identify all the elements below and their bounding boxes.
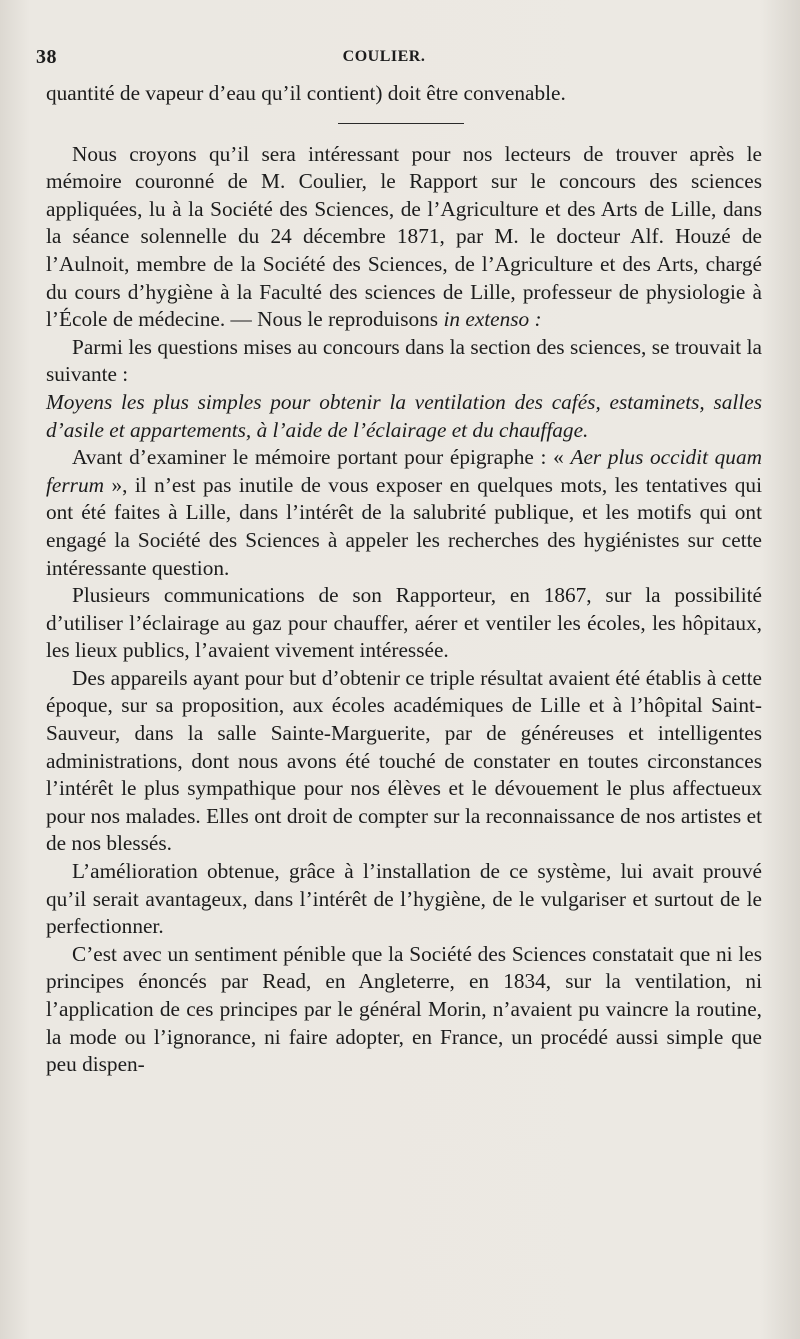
page-number: 38	[36, 46, 57, 68]
paragraph-intro-italic: in extenso :	[443, 307, 542, 332]
paragraph-society: C’est avec un sentiment pénible que la Société des Sciences constatait que ni les principes énoncés par Read, en Angleterre, en 1834, sur la ventilation, ni l’application de ces principes par le général Morin, n’avaient pu vaincre la routine, la mode ou l’ignorance, ni faire adopter, en France, un procédé aussi simple que peu dispen-	[46, 941, 762, 1077]
section-divider	[338, 123, 464, 124]
paragraph-communications: Plusieurs communications de son Rapporteur, en 1867, sur la possibilité d’utiliser l’éclairage au gaz pour chauffer, aérer et ventiler les écoles, les hôpitaux, les lieux publics, l’avaient vivement intéressée.	[46, 583, 762, 663]
epigraph-lead: Avant d’examiner le mémoire portant pour épigraphe : «	[72, 445, 564, 470]
paragraph-continuation: quantité de vapeur d’eau qu’il contient) doit être convenable.	[46, 81, 566, 105]
body-text	[46, 80, 762, 1079]
paragraph-epigraph	[46, 444, 762, 582]
epigraph-italic: Aer plus occidit quam ferrum	[46, 445, 762, 497]
paragraph-apparatus: Des appareils ayant pour but d’obtenir ce triple résultat avaient été établis à cette époque, sur sa proposition, aux écoles académiques de Lille et à l’hôpital Saint-Sauveur, dans la salle Sainte-Marguerite, par de généreuses et intelligentes administrations, dont nous avons été touché de constater en toutes circonstances l’intérêt le plus sympathique pour nos élèves et le dévouement le plus affectueux pour nos malades. Elles ont droit de compter sur la reconnaissance de nos artistes et de nos blessés.	[46, 665, 762, 856]
running-title: COULIER.	[342, 48, 426, 65]
paragraph-improvement: L’amélioration obtenue, grâce à l’installation de ce système, lui avait prouvé qu’il serait avantageux, dans l’intérêt de l’hygiène, de le vulgariser et surtout de le perfectionner.	[46, 859, 762, 939]
paragraph-question: Parmi les questions mises au concours dans la section des sciences, se trouvait la suivante :	[46, 334, 762, 387]
epigraph-rest: », il n’est pas inutile de vous exposer en quelques mots, les tentatives qui ont été faites à Lille, dans l’intérêt de la salubrité publique, et les motifs qui ont engagé la Société des Sciences à appeler les recherches des hygiénistes sur cette intéressante question.	[46, 472, 762, 580]
paragraph-intro-text: Nous croyons qu’il sera intéressant pour nos lecteurs de trouver après le mémoire couronné de M. Coulier, le Rapport sur le concours des sciences appliquées, lu à la Société des Sciences, de l’Agriculture et des Arts de Lille, dans la séance solennelle du 24 décembre 1871, par M. le docteur Alf. Houzé de l’Aulnoit, membre de la Société des Sciences, de l’Agriculture et des Arts, chargé du cours d’hygiène à la Faculté des sciences de Lille, professeur de physiologie à l’École de médecine. — Nous le reproduisons	[46, 141, 762, 332]
page-header	[36, 0, 762, 80]
paragraph-intro	[46, 141, 762, 334]
question-title-italic: Moyens les plus simples pour obtenir la ventilation des cafés, estaminets, salles d’asile et appartements, à l’aide de l’éclairage et du chauffage.	[46, 389, 762, 442]
paragraph-question-title	[46, 389, 762, 444]
